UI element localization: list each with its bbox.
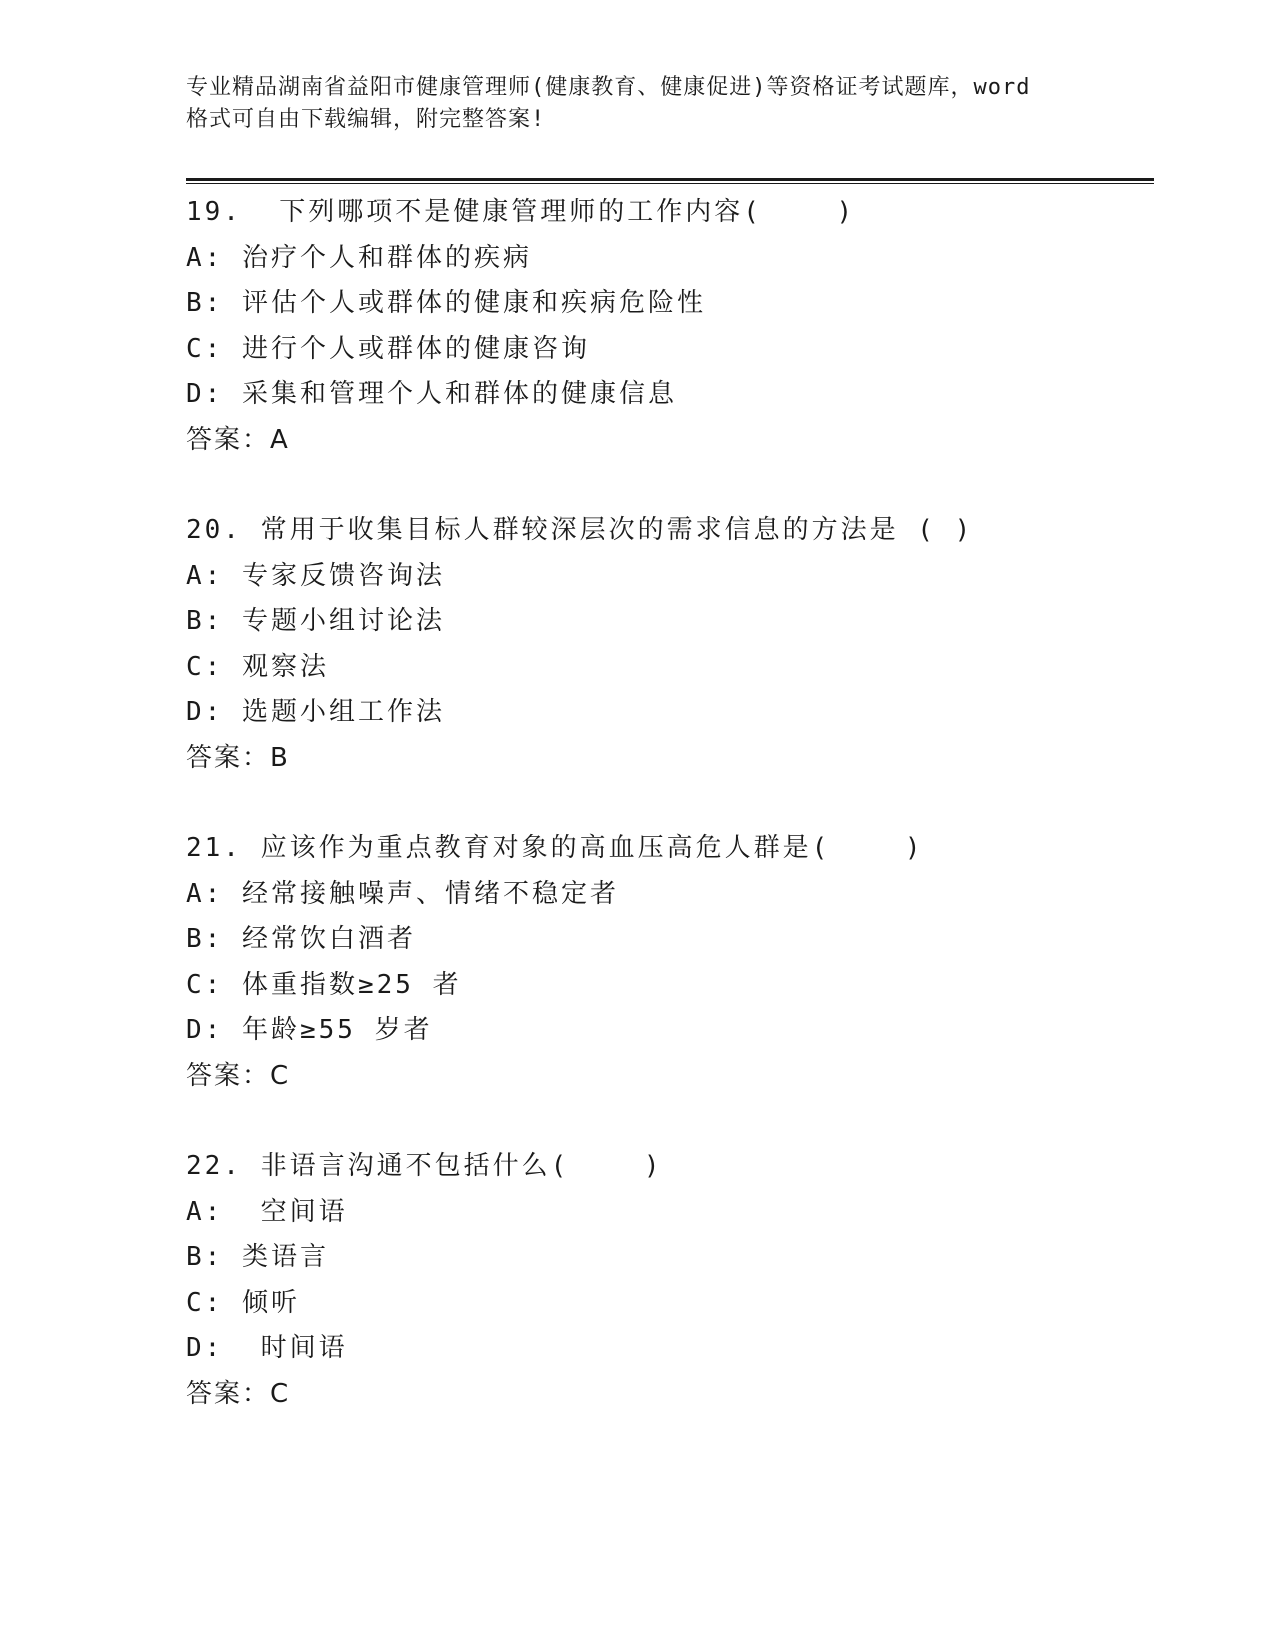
option-c: C: 观察法	[186, 651, 329, 682]
question-stem: 19. 下列哪项不是健康管理师的工作内容( )	[186, 197, 856, 227]
header-line-2: 格式可自由下载编辑，附完整答案!	[186, 107, 546, 132]
option-a: A: 专家反馈咨询法	[186, 560, 445, 591]
option-a: A: 治疗个人和群体的疾病	[186, 242, 532, 273]
answer-label: 答案：C	[186, 1378, 291, 1409]
option-d: D: 选题小组工作法	[186, 697, 445, 727]
question-list	[186, 190, 1146, 1462]
option-d: D: 年龄≥55 岁者	[186, 1015, 433, 1045]
option-b: B: 评估个人或群体的健康和疾病危险性	[186, 288, 706, 318]
answer-label: 答案：B	[186, 742, 290, 773]
question-stem: 21. 应该作为重点教育对象的高血压高危人群是( )	[186, 833, 924, 863]
option-b: B: 经常饮白酒者	[186, 924, 416, 954]
question-stem: 20. 常用于收集目标人群较深层次的需求信息的方法是 ( )	[186, 515, 974, 545]
option-c: C: 体重指数≥25 者	[186, 969, 462, 1000]
header-line-1: 专业精品湖南省益阳市健康管理师(健康教育、健康促进)等资格证考试题库，word	[186, 75, 1031, 100]
question-21	[186, 826, 1146, 1099]
option-d: D: 采集和管理个人和群体的健康信息	[186, 379, 677, 409]
answer-label: 答案：A	[186, 424, 290, 455]
option-b: B: 类语言	[186, 1242, 329, 1272]
answer-label: 答案：C	[186, 1060, 291, 1091]
document-header	[186, 72, 1086, 136]
option-c: C: 倾听	[186, 1287, 300, 1318]
option-a: A: 空间语	[186, 1196, 348, 1227]
option-d: D: 时间语	[186, 1333, 348, 1363]
option-a: A: 经常接触噪声、情绪不稳定者	[186, 878, 619, 909]
option-c: C: 进行个人或群体的健康咨询	[186, 333, 590, 364]
header-divider	[186, 178, 1154, 181]
header-divider-thin	[186, 183, 1154, 184]
question-22	[186, 1144, 1146, 1417]
question-stem: 22. 非语言沟通不包括什么( )	[186, 1151, 663, 1181]
question-20	[186, 508, 1146, 781]
question-19	[186, 190, 1146, 463]
option-b: B: 专题小组讨论法	[186, 606, 445, 636]
